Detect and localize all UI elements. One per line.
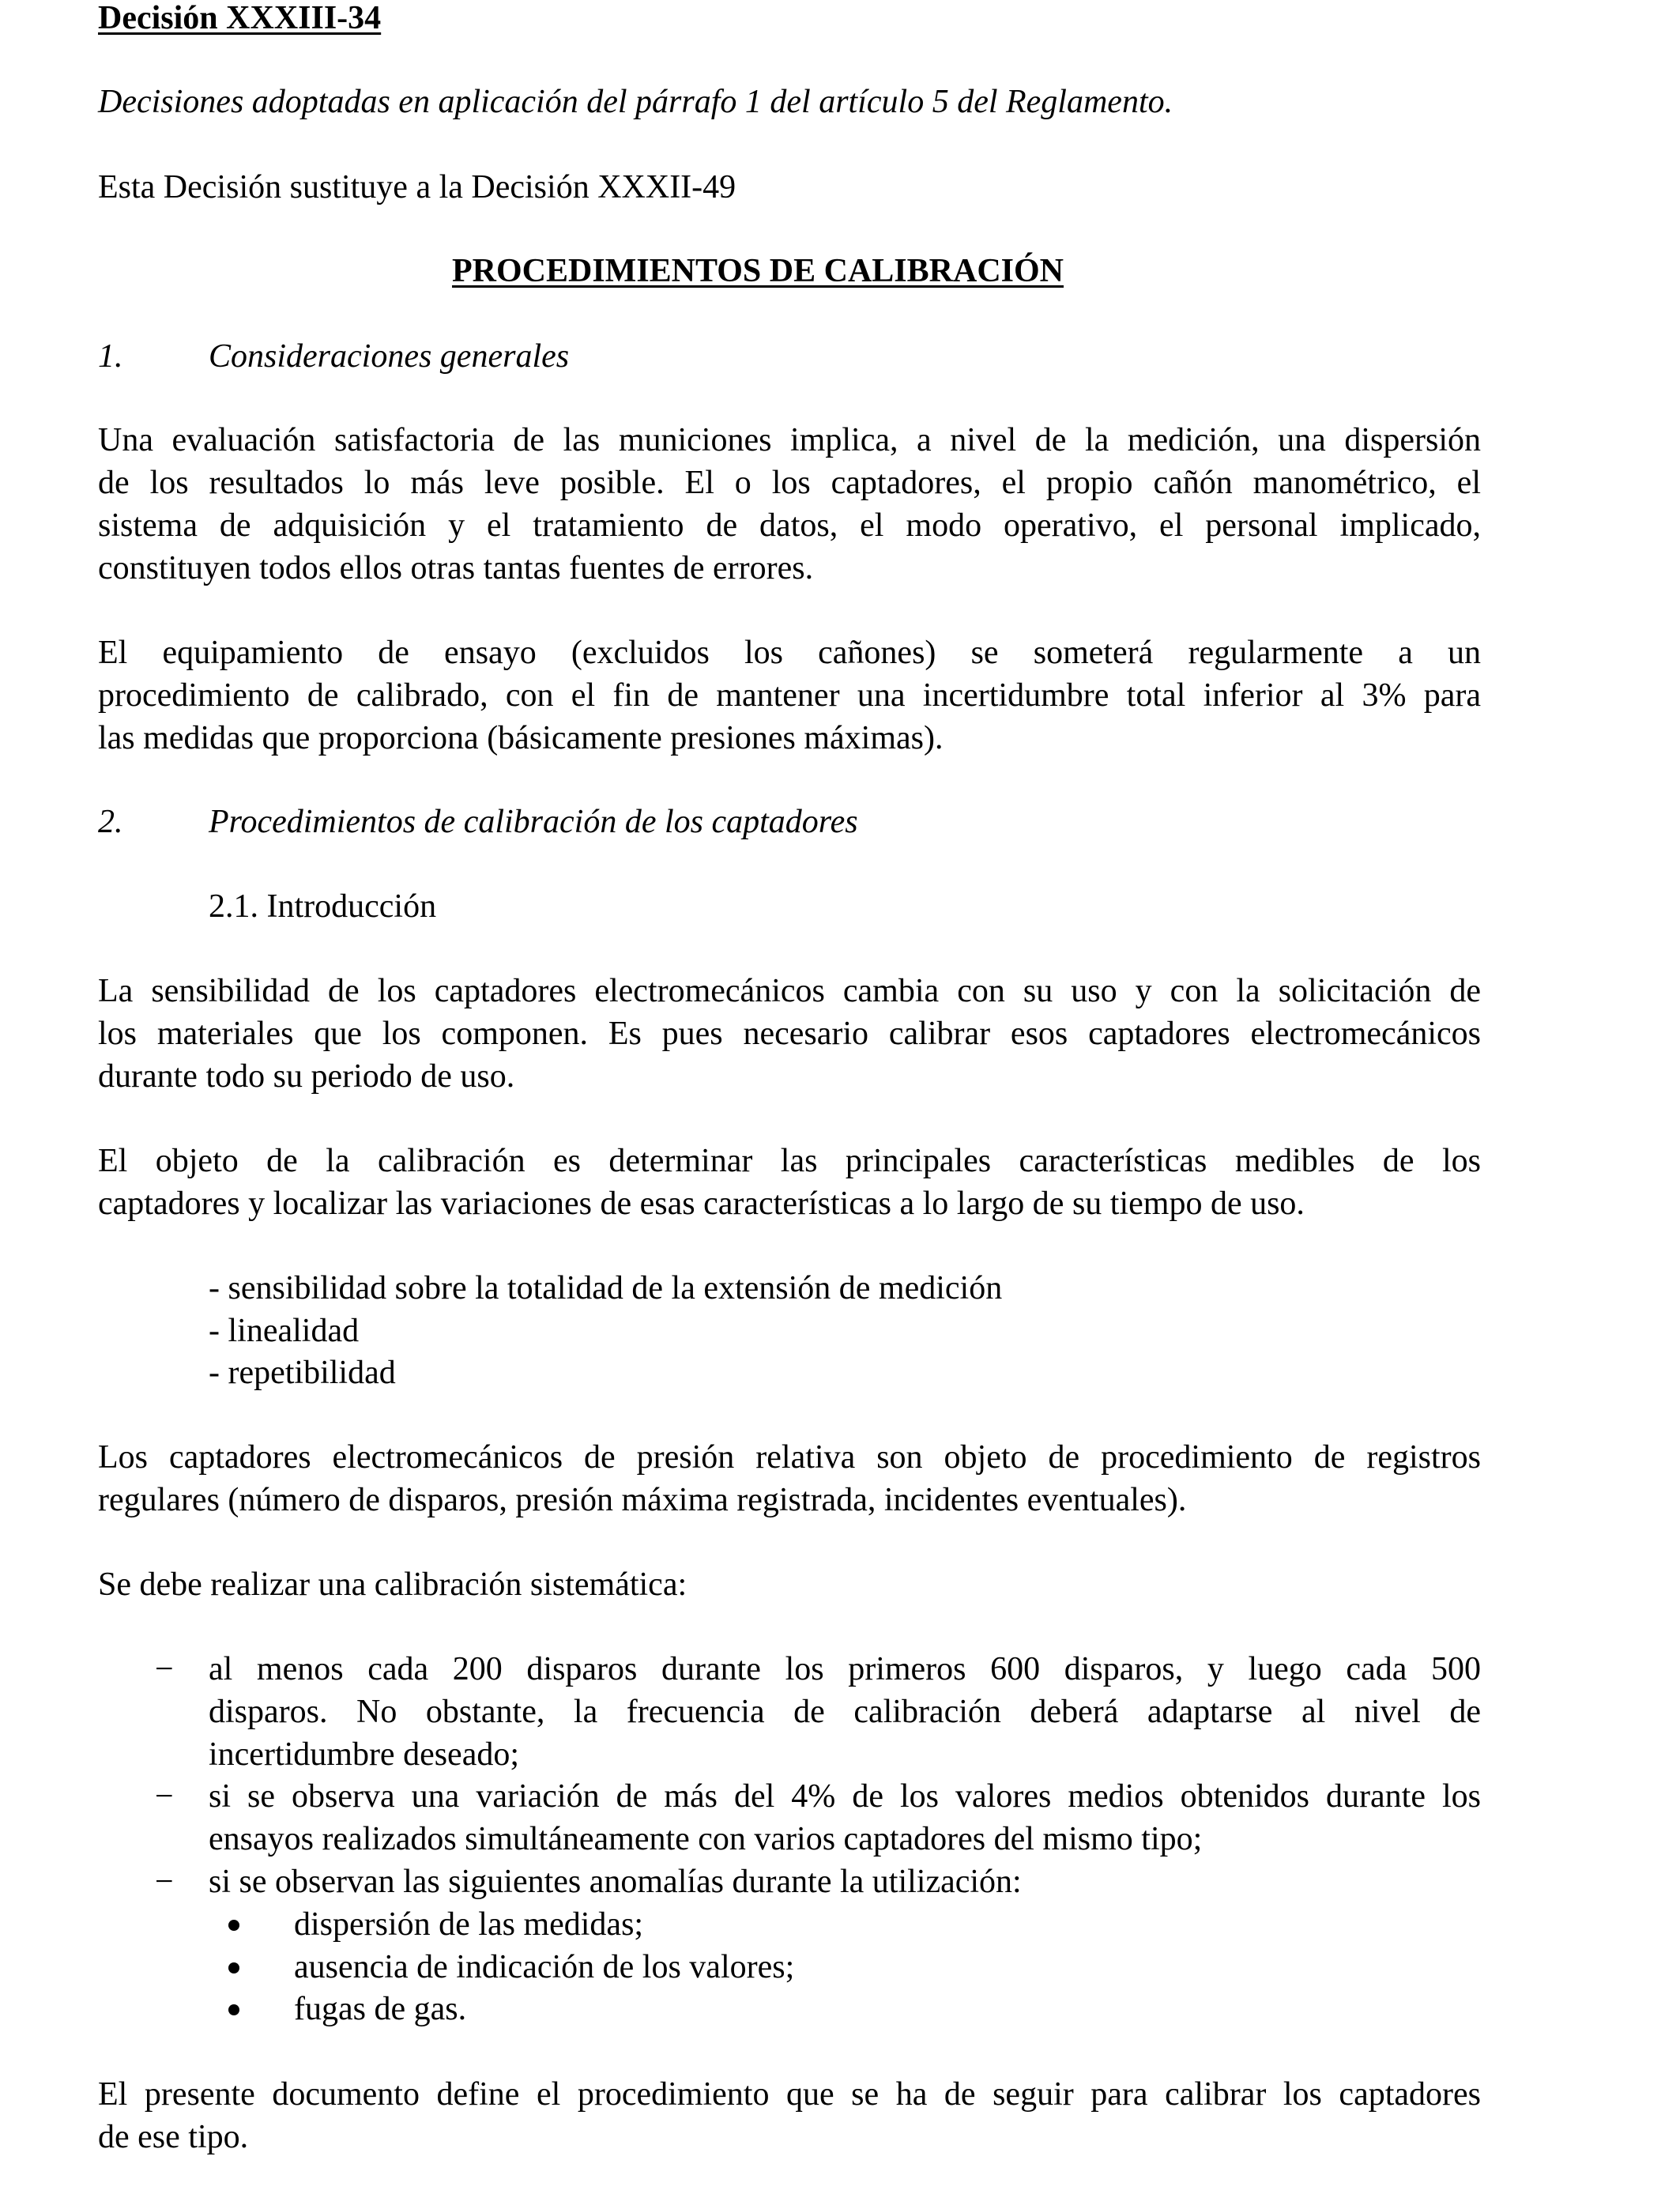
decision-title: Decisión XXXIII-34 xyxy=(98,0,382,36)
section-2-number: 2. xyxy=(98,804,123,840)
dash-marker: − xyxy=(155,1864,174,1900)
text-line: de los resultados lo más leve posible. El o los captadores, el propio cañón manométrico, el xyxy=(98,465,1481,501)
bullet-item: ausencia de indicación de los valores; xyxy=(294,1949,795,1985)
bullet-item: fugas de gas. xyxy=(294,1991,467,2027)
text-line: disparos. No obstante, la frecuencia de calibración deberá adaptarse al nivel de xyxy=(209,1694,1481,1730)
bullet-item: dispersión de las medidas; xyxy=(294,1906,644,1943)
text-line: sistema de adquisición y el tratamiento de datos, el modo operativo, el personal implicado, xyxy=(98,507,1481,544)
text-line: de ese tipo. xyxy=(98,2119,249,2155)
section-2-paragraph-2 xyxy=(98,1140,1481,1225)
bullet-dot-icon xyxy=(228,2004,239,2015)
bullet-dot-icon xyxy=(228,1962,239,1973)
text-line: al menos cada 200 disparos durante los primeros 600 disparos, y luego cada 500 xyxy=(209,1651,1481,1687)
characteristic-item: - sensibilidad sobre la totalidad de la extensión de medición xyxy=(209,1270,1003,1306)
section-2-paragraph-1 xyxy=(98,970,1481,1098)
replaces-note: Esta Decisión sustituye a la Decisión XXXII-49 xyxy=(98,169,736,205)
section-2-paragraph-3 xyxy=(98,1436,1481,1521)
text-line: El presente documento define el procedimiento que se ha de seguir para calibrar los captadores xyxy=(98,2076,1481,2113)
dash-marker: − xyxy=(155,1651,174,1687)
decision-subtitle: Decisiones adoptadas en aplicación del párrafo 1 del artículo 5 del Reglamento. xyxy=(98,84,1173,120)
text-line: El equipamiento de ensayo (excluidos los cañones) se someterá regularmente a un xyxy=(98,635,1481,671)
text-line: los materiales que los componen. Es pues necesario calibrar esos captadores electromecánicos xyxy=(98,1016,1481,1052)
section-1-paragraph-1 xyxy=(98,419,1481,590)
characteristic-item: - linealidad xyxy=(209,1313,360,1349)
section-1-number: 1. xyxy=(98,338,123,375)
section-1-paragraph-2 xyxy=(98,631,1481,760)
characteristic-item: - repetibilidad xyxy=(209,1355,396,1391)
text-line: captadores y localizar las variaciones de esas características a lo largo de su tiempo de uso. xyxy=(98,1186,1305,1222)
text-line: La sensibilidad de los captadores electromecánicos cambia con su uso y con la solicitación de xyxy=(98,973,1481,1009)
text-line: constituyen todos ellos otras tantas fuentes de errores. xyxy=(98,550,814,586)
text-line: si se observa una variación de más del 4% de los valores medios obtenidos durante los xyxy=(209,1778,1481,1815)
bullet-dot-icon xyxy=(228,1920,239,1931)
text-line: las medidas que proporciona (básicamente presiones máximas). xyxy=(98,720,944,756)
text-line: si se observan las siguientes anomalías durante la utilización: xyxy=(209,1864,1022,1900)
text-line: procedimiento de calibrado, con el fin de mantener una incertidumbre total inferior al 3% para xyxy=(98,677,1481,714)
text-line: ensayos realizados simultáneamente con varios captadores del mismo tipo; xyxy=(209,1821,1203,1857)
text-line: Una evaluación satisfactoria de las municiones implica, a nivel de la medición, una dispersión xyxy=(98,422,1481,458)
text-line: incertidumbre deseado; xyxy=(209,1736,520,1773)
text-line: durante todo su periodo de uso. xyxy=(98,1058,515,1095)
dash-marker: − xyxy=(155,1778,174,1815)
text-line: El objeto de la calibración es determinar las principales características medibles de los xyxy=(98,1143,1481,1179)
subsection-2-1-title: 2.1. Introducción xyxy=(209,888,437,925)
section-2-paragraph-5 xyxy=(98,2073,1481,2158)
main-title: PROCEDIMIENTOS DE CALIBRACIÓN xyxy=(452,253,1064,289)
section-2-paragraph-4: Se debe realizar una calibración sistemática: xyxy=(98,1566,687,1603)
text-line: Los captadores electromecánicos de presión relativa son objeto de procedimiento de registros xyxy=(98,1439,1481,1476)
section-2-title: Procedimientos de calibración de los captadores xyxy=(209,804,858,840)
section-1-title: Consideraciones generales xyxy=(209,338,570,375)
text-line: regulares (número de disparos, presión máxima registrada, incidentes eventuales). xyxy=(98,1482,1187,1518)
